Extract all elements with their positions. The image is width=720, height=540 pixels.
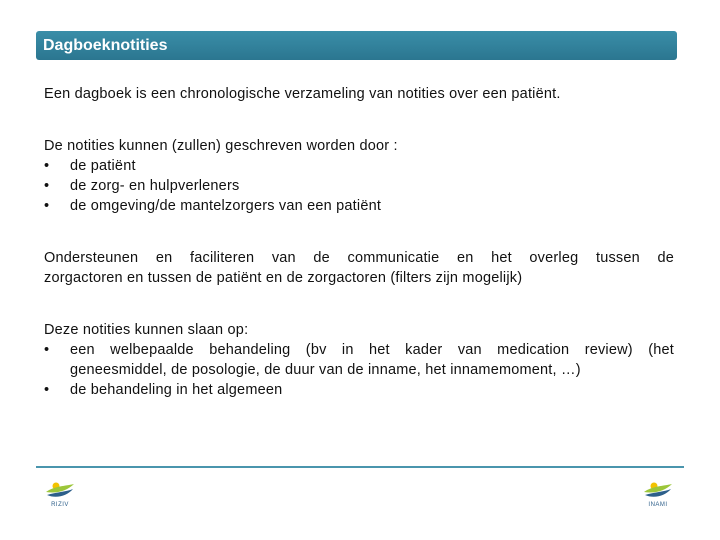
slide-content bbox=[44, 84, 674, 400]
inami-logo-text: INAMI bbox=[648, 502, 668, 508]
support-line-1: Ondersteunen en faciliteren van de communicatie en het overleg tussen de bbox=[44, 250, 674, 266]
slide-title: Dagboeknotities bbox=[36, 31, 677, 60]
bullet: • bbox=[44, 198, 50, 214]
author-environment: de omgeving/de mantelzorgers van een patiënt bbox=[70, 198, 382, 214]
bullet: • bbox=[44, 158, 50, 174]
storage-item-2: de behandeling in het algemeen bbox=[70, 382, 283, 398]
bullet: • bbox=[44, 382, 50, 398]
riziv-logo-icon bbox=[42, 480, 78, 502]
bullet: • bbox=[44, 342, 50, 358]
storage-heading: Deze notities kunnen slaan op: bbox=[44, 322, 249, 338]
riziv-logo-text: RIZIV bbox=[51, 502, 69, 508]
bullet: • bbox=[44, 178, 50, 194]
list-item bbox=[44, 340, 674, 380]
inami-logo bbox=[640, 480, 676, 510]
riziv-logo bbox=[42, 480, 78, 510]
inami-logo-icon bbox=[640, 480, 676, 502]
authors-heading: De notities kunnen (zullen) geschreven worden door : bbox=[44, 138, 398, 154]
list-item bbox=[44, 380, 674, 400]
list-item bbox=[44, 196, 674, 216]
storage-item-1-line-1: een welbepaalde behandeling (bv in het kader van medication review) (het bbox=[70, 342, 674, 358]
author-patient: de patiënt bbox=[70, 158, 136, 174]
storage-list bbox=[44, 340, 674, 400]
list-item bbox=[44, 156, 674, 176]
support-line-2: zorgactoren en tussen de patiënt en de zorgactoren (filters zijn mogelijk) bbox=[44, 270, 523, 286]
author-caregivers: de zorg- en hulpverleners bbox=[70, 178, 240, 194]
list-item bbox=[44, 176, 674, 196]
storage-item-1-line-2: geneesmiddel, de posologie, de duur van de inname, het innamemoment, …) bbox=[70, 362, 581, 378]
intro-text: Een dagboek is een chronologische verzameling van notities over een patiënt. bbox=[44, 86, 561, 102]
authors-list bbox=[44, 156, 674, 216]
footer-divider bbox=[36, 466, 684, 468]
support-text bbox=[44, 248, 674, 288]
